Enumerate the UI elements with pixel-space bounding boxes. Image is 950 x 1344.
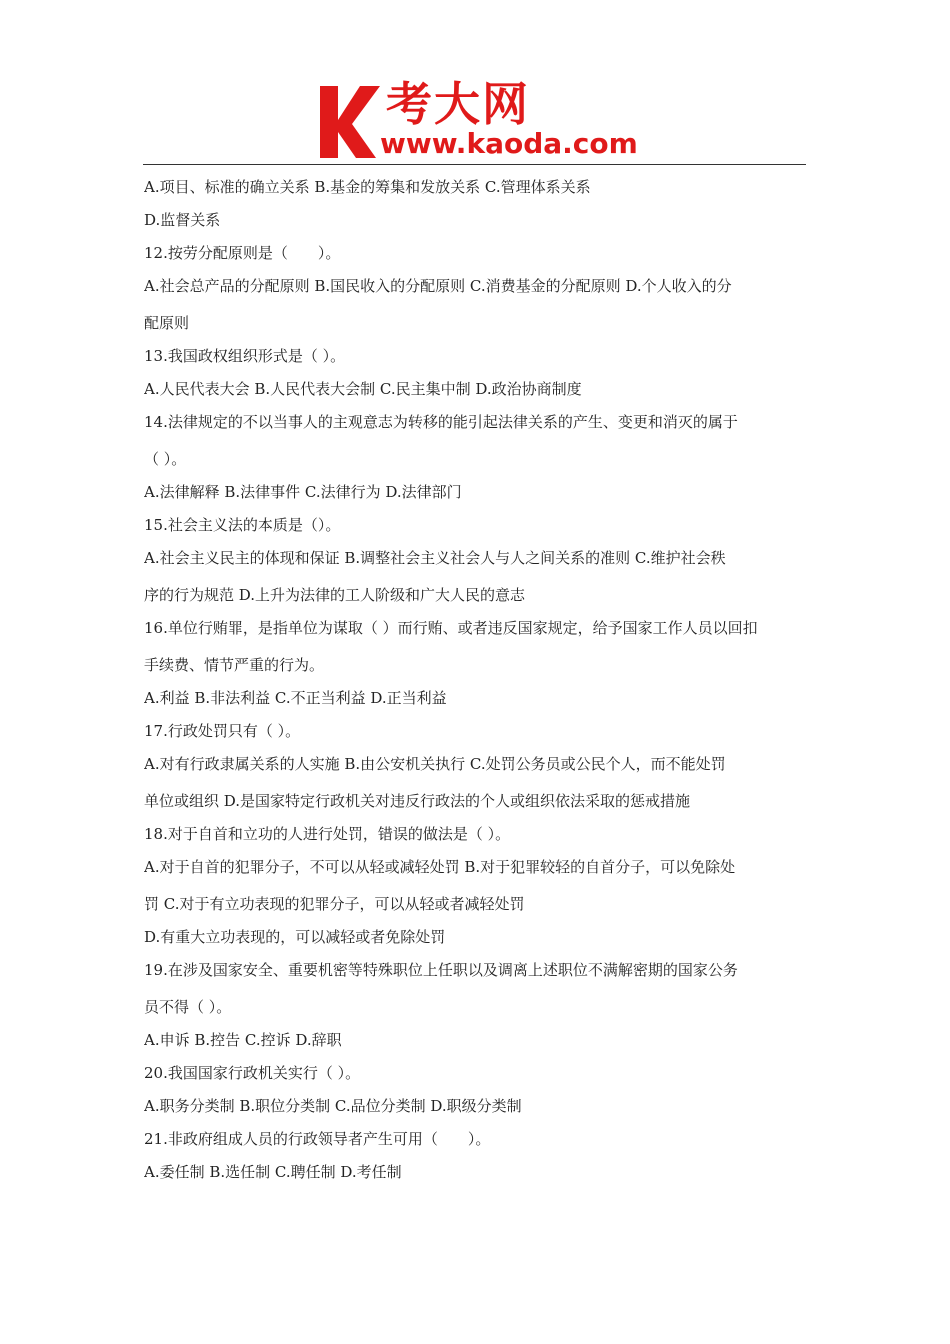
question-18: 18.对于自首和立功的人进行处罚，错误的做法是（ ）。 (144, 825, 511, 843)
text-line: A.法律解释 B.法律事件 C.法律行为 D.法律部门 (144, 483, 462, 501)
text-line: （ ）。 (144, 450, 187, 468)
kaoda-logo (318, 78, 648, 162)
text-line: A.社会主义民主的体现和保证 B.调整社会主义社会人与人之间关系的准则 C.维护社会秩 (144, 549, 726, 567)
text-line: A.对于自首的犯罪分子，不可以从轻或减轻处罚 B.对于犯罪较轻的自首分子，可以免除处 (144, 858, 736, 876)
question-21: 21.非政府组成人员的行政领导者产生可用（ ）。 (144, 1130, 491, 1148)
k-logo-icon (318, 78, 384, 160)
text-line: A.人民代表大会 B.人民代表大会制 C.民主集中制 D.政治协商制度 (144, 380, 582, 398)
text-line: 手续费、情节严重的行为。 (144, 656, 325, 674)
text-line: A.对有行政隶属关系的人实施 B.由公安机关执行 C.处罚公务员或公民个人，而不能处罚 (144, 755, 726, 773)
text-line: A.职务分类制 B.职位分类制 C.品位分类制 D.职级分类制 (144, 1097, 522, 1115)
question-15: 15.社会主义法的本质是（）。 (144, 516, 341, 534)
text-line: 单位或组织 D.是国家特定行政机关对违反行政法的个人或组织依法采取的惩戒措施 (144, 792, 691, 810)
header-divider (143, 164, 806, 165)
question-13: 13.我国政权组织形式是（ ）。 (144, 347, 346, 365)
text-line: A.利益 B.非法利益 C.不正当利益 D.正当利益 (144, 689, 447, 707)
logo-title: 考大网 (386, 77, 530, 131)
text-line: A.社会总产品的分配原则 B.国民收入的分配原则 C.消费基金的分配原则 D.个人收入的分 (144, 277, 732, 295)
text-line: A.委任制 B.选任制 C.聘任制 D.考任制 (144, 1163, 402, 1181)
document-body (144, 172, 808, 1183)
text-line: 配原则 (144, 314, 190, 332)
question-14: 14.法律规定的不以当事人的主观意志为转移的能引起法律关系的产生、变更和消灭的属于 (144, 413, 738, 431)
question-19: 19.在涉及国家安全、重要机密等特殊职位上任职以及调离上述职位不满解密期的国家公务 (144, 961, 738, 979)
logo-url: www.kaoda.com (380, 127, 638, 160)
text-line: 员不得（ ）。 (144, 998, 232, 1016)
text-line: 罚 C.对于有立功表现的犯罪分子，可以从轻或者减轻处罚 (144, 895, 525, 913)
question-17: 17.行政处罚只有（ ）。 (144, 722, 301, 740)
text-line: D.有重大立功表现的，可以减轻或者免除处罚 (144, 928, 446, 946)
text-line: A.申诉 B.控告 C.控诉 D.辞职 (144, 1031, 342, 1049)
text-line: D.监督关系 (144, 211, 221, 229)
question-20: 20.我国国家行政机关实行（ ）。 (144, 1064, 361, 1082)
question-16: 16.单位行贿罪，是指单位为谋取（ ）而行贿、或者违反国家规定，给予国家工作人员以回扣 (144, 619, 758, 637)
text-line: 序的行为规范 D.上升为法律的工人阶级和广大人民的意志 (144, 586, 526, 604)
text-line: A.项目、标准的确立关系 B.基金的筹集和发放关系 C.管理体系关系 (144, 178, 591, 196)
question-12: 12.按劳分配原则是（ ）。 (144, 244, 341, 262)
